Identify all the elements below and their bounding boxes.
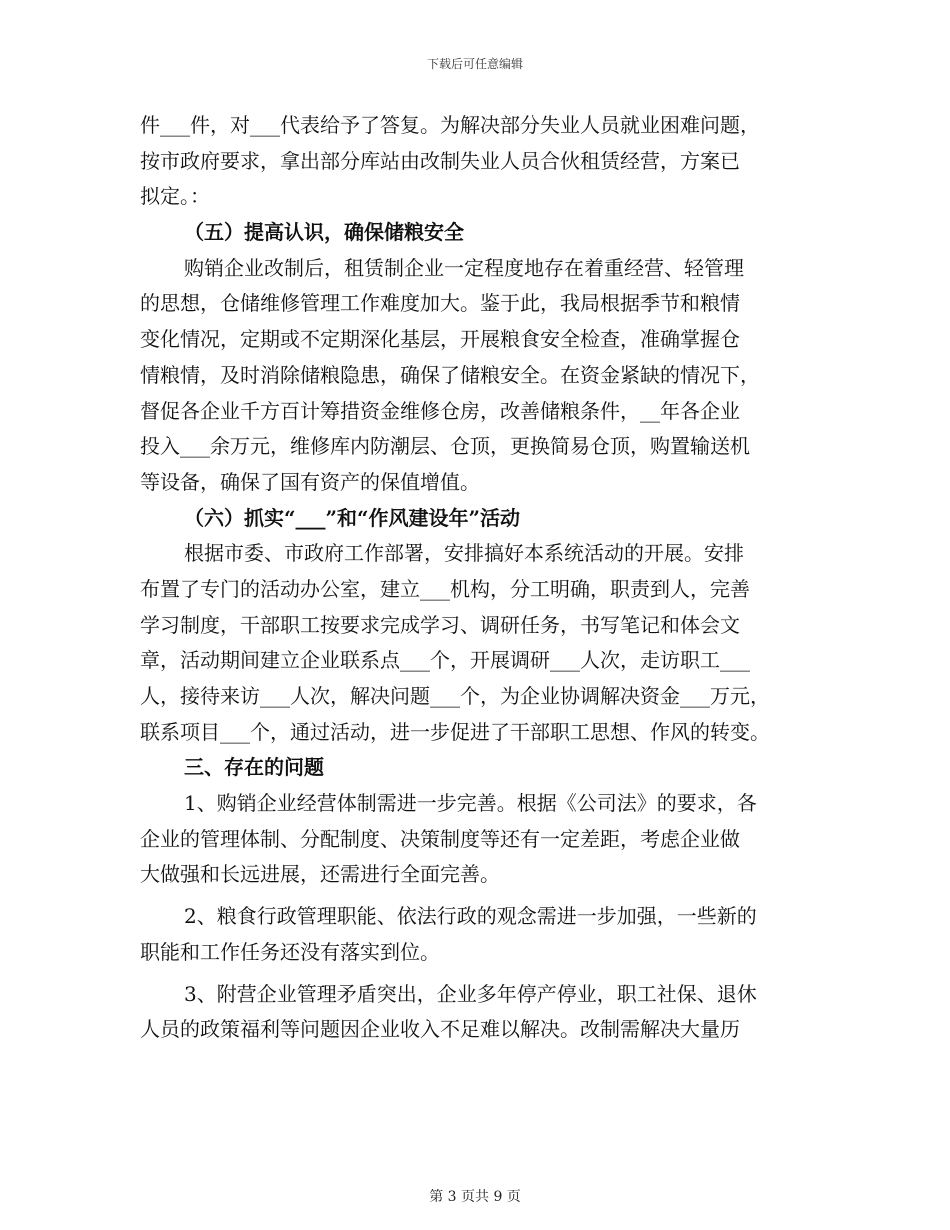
paragraph-line: 购销企业改制后，租赁制企业一定程度地存在着重经营、轻管理 (184, 255, 744, 280)
paragraph-line: 章，活动期间建立企业联系点___个，开展调研___人次，走访职工___ (140, 648, 750, 673)
paragraph-line: 企业的管理体制、分配制度、决策制度等还有一定差距，考虑企业做 (140, 826, 740, 851)
paragraph-line: 人，接待来访___人次，解决问题___个，为企业协调解决资金___万元， (140, 684, 770, 708)
document-body (140, 108, 830, 1048)
paragraph-line: 学习制度，干部职工按要求完成学习、调研任务，书写笔记和体会文 (140, 612, 740, 637)
paragraph-line: 拟定。： (140, 184, 210, 209)
paragraph-line: 布置了专门的活动办公室，建立___机构，分工明确，职责到人，完善 (140, 576, 750, 601)
section-heading: 三、存在的问题 (184, 755, 324, 780)
paragraph-line: 变化情况，定期或不定期深化基层，开展粮食安全检查，准确掌握仓 (140, 327, 740, 352)
paragraph-line: 投入___余万元，维修库内防潮层、仓顶，更换简易仓顶，购置输送机 (140, 434, 750, 459)
page-header: 下载后可任意编辑 (426, 57, 523, 71)
paragraph-line: 等设备，确保了国有资产的保值增值。 (140, 469, 480, 494)
paragraph-line: 督促各企业千方百计筹措资金维修仓房，改善储粮条件，__年各企业 (140, 398, 740, 423)
paragraph-line: 大做强和长远进展，还需进行全面完善。 (140, 862, 500, 887)
paragraph-line: 情粮情，及时消除储粮隐患，确保了储粮安全。在资金紧缺的情况下， (140, 362, 760, 387)
paragraph-line: 联系项目___个，通过活动，进一步促进了干部职工思想、作风的转变。 (140, 719, 770, 744)
paragraph-line: 职能和工作任务还没有落实到位。 (140, 939, 440, 964)
paragraph-line: 2、粮食行政管理职能、依法行政的观念需进一步加强，一些新的 (184, 904, 757, 929)
paragraph-line: 人员的政策福利等问题因企业收入不足难以解决。改制需解决大量历 (140, 1017, 740, 1042)
paragraph-line: 3、附营企业管理矛盾突出，企业多年停产停业，职工社保、退休 (184, 981, 757, 1006)
paragraph-line: 的思想，仓储维修管理工作难度加大。鉴于此，我局根据季节和粮情 (140, 291, 740, 316)
section-heading: （六）抓实“___”和“作风建设年”活动 (184, 505, 521, 530)
paragraph-line: 件___件，对___代表给予了答复。为解决部分失业人员就业困难问题， (140, 113, 760, 137)
section-heading: （五）提高认识，确保储粮安全 (184, 220, 464, 245)
page-footer: 第 3 页共 9 页 (429, 1189, 521, 1205)
paragraph-line: 1、购销企业经营体制需进一步完善。根据《公司法》的要求，各 (184, 791, 757, 816)
paragraph-line: 按市政府要求，拿出部分库站由改制失业人员合伙租赁经营，方案已 (140, 148, 740, 173)
paragraph-line: 根据市委、市政府工作部署，安排搞好本系统活动的开展。安排 (184, 541, 744, 566)
